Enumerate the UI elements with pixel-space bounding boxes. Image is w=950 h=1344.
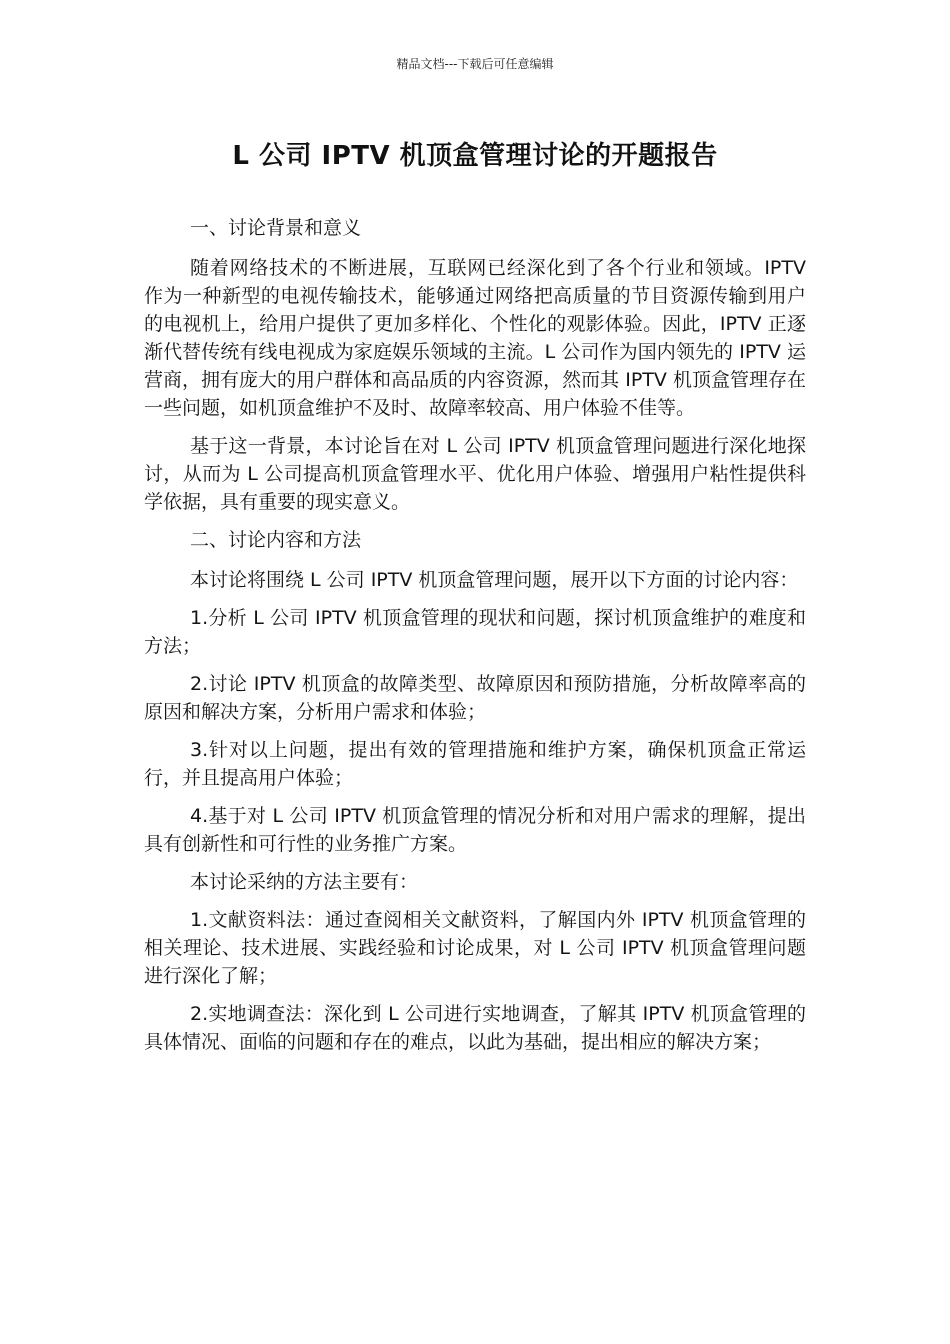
list-item-content-3: 3.针对以上问题，提出有效的管理措施和维护方案，确保机顶盒正常运行，并且提高用户体验；	[144, 739, 806, 789]
section-heading-background: 一、讨论背景和意义	[190, 217, 362, 239]
list-item-content-4: 4.基于对 L 公司 IPTV 机顶盒管理的情况分析和对用户需求的理解，提出具有创新性和可行性的业务推广方案。	[144, 805, 806, 855]
section-heading-content-methods: 二、讨论内容和方法	[190, 529, 362, 551]
paragraph-content-intro: 本讨论将围绕 L 公司 IPTV 机顶盒管理问题，展开以下方面的讨论内容：	[190, 569, 799, 591]
list-item-method-1: 1.文献资料法：通过查阅相关文献资料，了解国内外 IPTV 机顶盒管理的相关理论、技术进展、实践经验和讨论成果，对 L 公司 IPTV 机顶盒管理问题进行深化了解；	[144, 909, 806, 987]
header-note: 精品文档---下载后可任意编辑	[396, 57, 554, 71]
paragraph-background: 随着网络技术的不断进展，互联网已经深化到了各个行业和领域。IPTV 作为一种新型的电视传输技术，能够通过网络把高质量的节目资源传输到用户的电视机上，给用户提供了更加多样化、个性化的观影体验。因此，IPTV 正逐渐代替传统有线电视成为家庭娱乐领域的主流。L 公司作为国内领先的 IPTV 运营商，拥有庞大的用户群体和高品质的内容资源，然而其 IPTV 机顶盒管理存在一些问题，如机顶盒维护不及时、故障率较高、用户体验不佳等。	[144, 257, 806, 419]
document-title: L 公司 IPTV 机顶盒管理讨论的开题报告	[232, 141, 718, 171]
paragraph-significance: 基于这一背景，本讨论旨在对 L 公司 IPTV 机顶盒管理问题进行深化地探讨，从而为 L 公司提高机顶盒管理水平、优化用户体验、增强用户粘性提供科学依据，具有重要的现实意义。	[144, 435, 806, 513]
list-item-content-2: 2.讨论 IPTV 机顶盒的故障类型、故障原因和预防措施，分析故障率高的原因和解决方案，分析用户需求和体验；	[144, 673, 806, 723]
document-body	[144, 214, 806, 1066]
list-item-method-2: 2.实地调查法：深化到 L 公司进行实地调查，了解其 IPTV 机顶盒管理的具体情况、面临的问题和存在的难点，以此为基础，提出相应的解决方案；	[144, 1003, 806, 1053]
list-item-content-1: 1.分析 L 公司 IPTV 机顶盒管理的现状和问题，探讨机顶盒维护的难度和方法；	[144, 607, 806, 657]
paragraph-methods-intro: 本讨论采纳的方法主要有：	[190, 871, 419, 893]
